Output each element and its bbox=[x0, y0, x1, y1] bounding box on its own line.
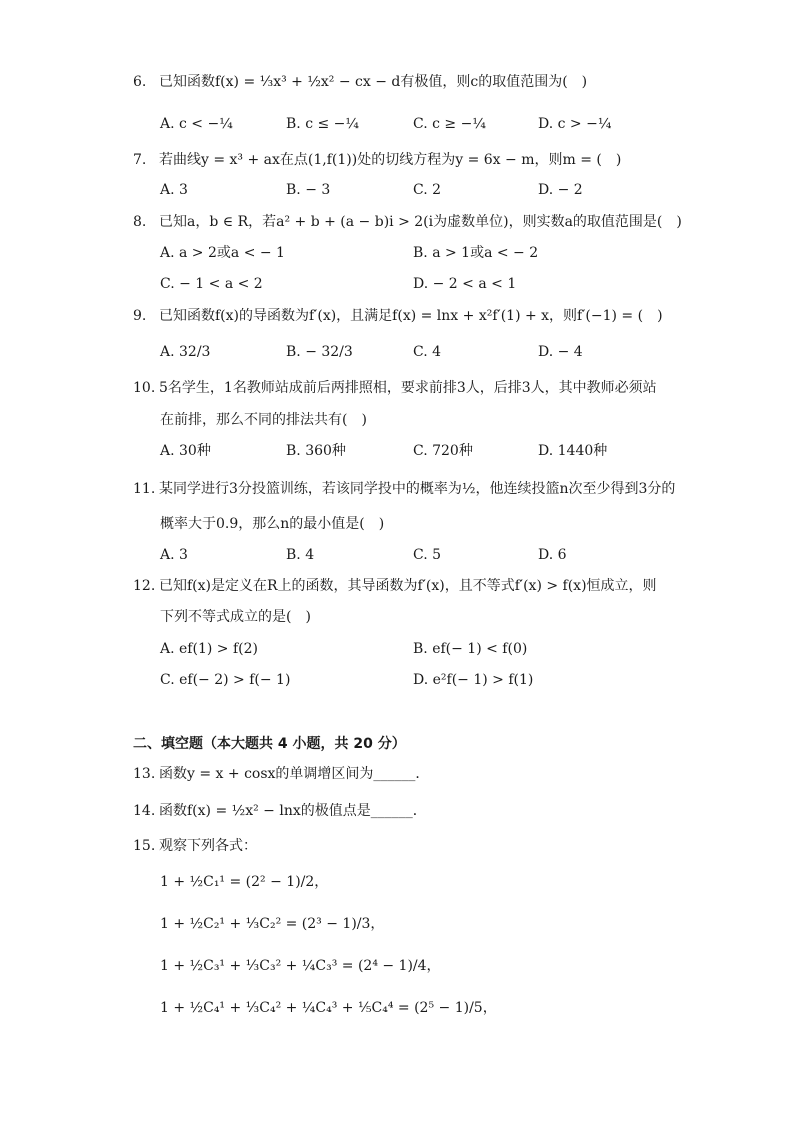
question-number: 8. bbox=[133, 214, 147, 230]
question-13 bbox=[133, 764, 429, 784]
question-text: 某同学进行3分投篮训练，若该同学投中的概率为½，他连续投篮n次至少得到3分的 bbox=[159, 481, 676, 497]
option-d: D. − 4 bbox=[538, 344, 583, 360]
option-d: D. 6 bbox=[538, 547, 567, 563]
option-b: B. 360种 bbox=[286, 443, 346, 459]
option-a: A. a > 2或a < − 1 bbox=[160, 245, 285, 261]
question-number: 14. bbox=[133, 803, 156, 819]
option-c: C. 720种 bbox=[413, 443, 473, 459]
question-text: 已知a，b ∈ R，若a² + b + (a − b)i > 2(i为虚数单位)，则实数a的取值范围是( ) bbox=[159, 214, 682, 230]
option-c: C. 5 bbox=[413, 547, 442, 563]
option-b: B. ef(− 1) < f(0) bbox=[413, 641, 528, 657]
formula-line: 1 + ½C₄¹ + ⅓C₄² + ¼C₄³ + ⅕C₄⁴ = (2⁵ − 1)/5， bbox=[160, 1000, 497, 1016]
option-a: A. 30种 bbox=[160, 443, 211, 459]
question-7 bbox=[133, 150, 621, 170]
question-number: 6. bbox=[133, 74, 147, 90]
option-a: A. 3 bbox=[160, 547, 188, 563]
question-number: 7. bbox=[133, 152, 147, 168]
option-c: C. − 1 < a < 2 bbox=[160, 276, 263, 292]
option-d: D. − 2 < a < 1 bbox=[413, 276, 517, 292]
option-d: D. − 2 bbox=[538, 182, 583, 198]
option-b: B. 4 bbox=[286, 547, 315, 563]
question-14 bbox=[133, 801, 427, 821]
question-text: 若曲线y = x³ + ax在点(1,f(1))处的切线方程为y = 6x − m，则m = ( ) bbox=[159, 152, 622, 168]
question-9 bbox=[133, 306, 663, 326]
option-a: A. 32/3 bbox=[160, 344, 211, 360]
option-c: C. 4 bbox=[413, 344, 442, 360]
option-c: C. ef(− 2) > f(− 1) bbox=[160, 672, 291, 688]
section-heading: 二、填空题（本大题共 4 小题，共 20 分） bbox=[133, 736, 406, 752]
option-a: A. c < −¼ bbox=[160, 116, 233, 132]
question-text: 函数f(x) = ½x² − lnx的极值点是______． bbox=[159, 803, 427, 819]
option-d: D. e²f(− 1) > f(1) bbox=[413, 672, 534, 688]
option-c: C. 2 bbox=[413, 182, 442, 198]
question-text-line2: 在前排，那么不同的排法共有( ) bbox=[160, 412, 367, 428]
option-a: A. ef(1) > f(2) bbox=[160, 641, 258, 657]
question-text: 已知函数f(x)的导函数为f′(x)，且满足f(x) = lnx + x²f′(1) + x，则f′(−1) = ( ) bbox=[159, 308, 663, 324]
question-10 bbox=[133, 378, 657, 398]
question-number: 11. bbox=[133, 481, 156, 497]
option-b: B. − 3 bbox=[286, 182, 331, 198]
question-11 bbox=[133, 479, 675, 499]
question-text: 函数y = x + cosx的单调增区间为______． bbox=[159, 766, 430, 782]
option-b: B. a > 1或a < − 2 bbox=[413, 245, 539, 261]
option-d: D. 1440种 bbox=[538, 443, 608, 459]
question-15 bbox=[133, 836, 257, 856]
option-c: C. c ≥ −¼ bbox=[413, 116, 486, 132]
formula-line: 1 + ½C₁¹ = (2² − 1)/2， bbox=[160, 874, 329, 890]
formula-line: 1 + ½C₃¹ + ⅓C₃² + ¼C₃³ = (2⁴ − 1)/4， bbox=[160, 958, 441, 974]
question-8 bbox=[133, 212, 682, 232]
question-number: 10. bbox=[133, 380, 156, 396]
question-12 bbox=[133, 576, 657, 596]
question-text-line2: 概率大于0.9，那么n的最小值是( ) bbox=[160, 516, 385, 532]
option-b: B. c ≤ −¼ bbox=[286, 116, 359, 132]
question-number: 13. bbox=[133, 766, 156, 782]
option-b: B. − 32/3 bbox=[286, 344, 353, 360]
question-text: 已知函数f(x) = ⅓x³ + ½x² − cx − d有极值，则c的取值范围为( ) bbox=[159, 74, 588, 90]
formula-line: 1 + ½C₂¹ + ⅓C₂² = (2³ − 1)/3， bbox=[160, 916, 385, 932]
question-number: 15. bbox=[133, 838, 156, 854]
question-text: 观察下列各式： bbox=[159, 838, 257, 854]
question-6 bbox=[133, 72, 587, 92]
option-d: D. c > −¼ bbox=[538, 116, 612, 132]
question-text: 已知f(x)是定义在R上的函数，其导函数为f′(x)，且不等式f′(x) > f(x)恒成立，则 bbox=[159, 578, 657, 594]
question-text-line2: 下列不等式成立的是( ) bbox=[160, 609, 311, 625]
question-number: 12. bbox=[133, 578, 156, 594]
option-a: A. 3 bbox=[160, 182, 188, 198]
question-text: 5名学生，1名教师站成前后两排照相，要求前排3人，后排3人，其中教师必须站 bbox=[159, 380, 657, 396]
question-number: 9. bbox=[133, 308, 147, 324]
